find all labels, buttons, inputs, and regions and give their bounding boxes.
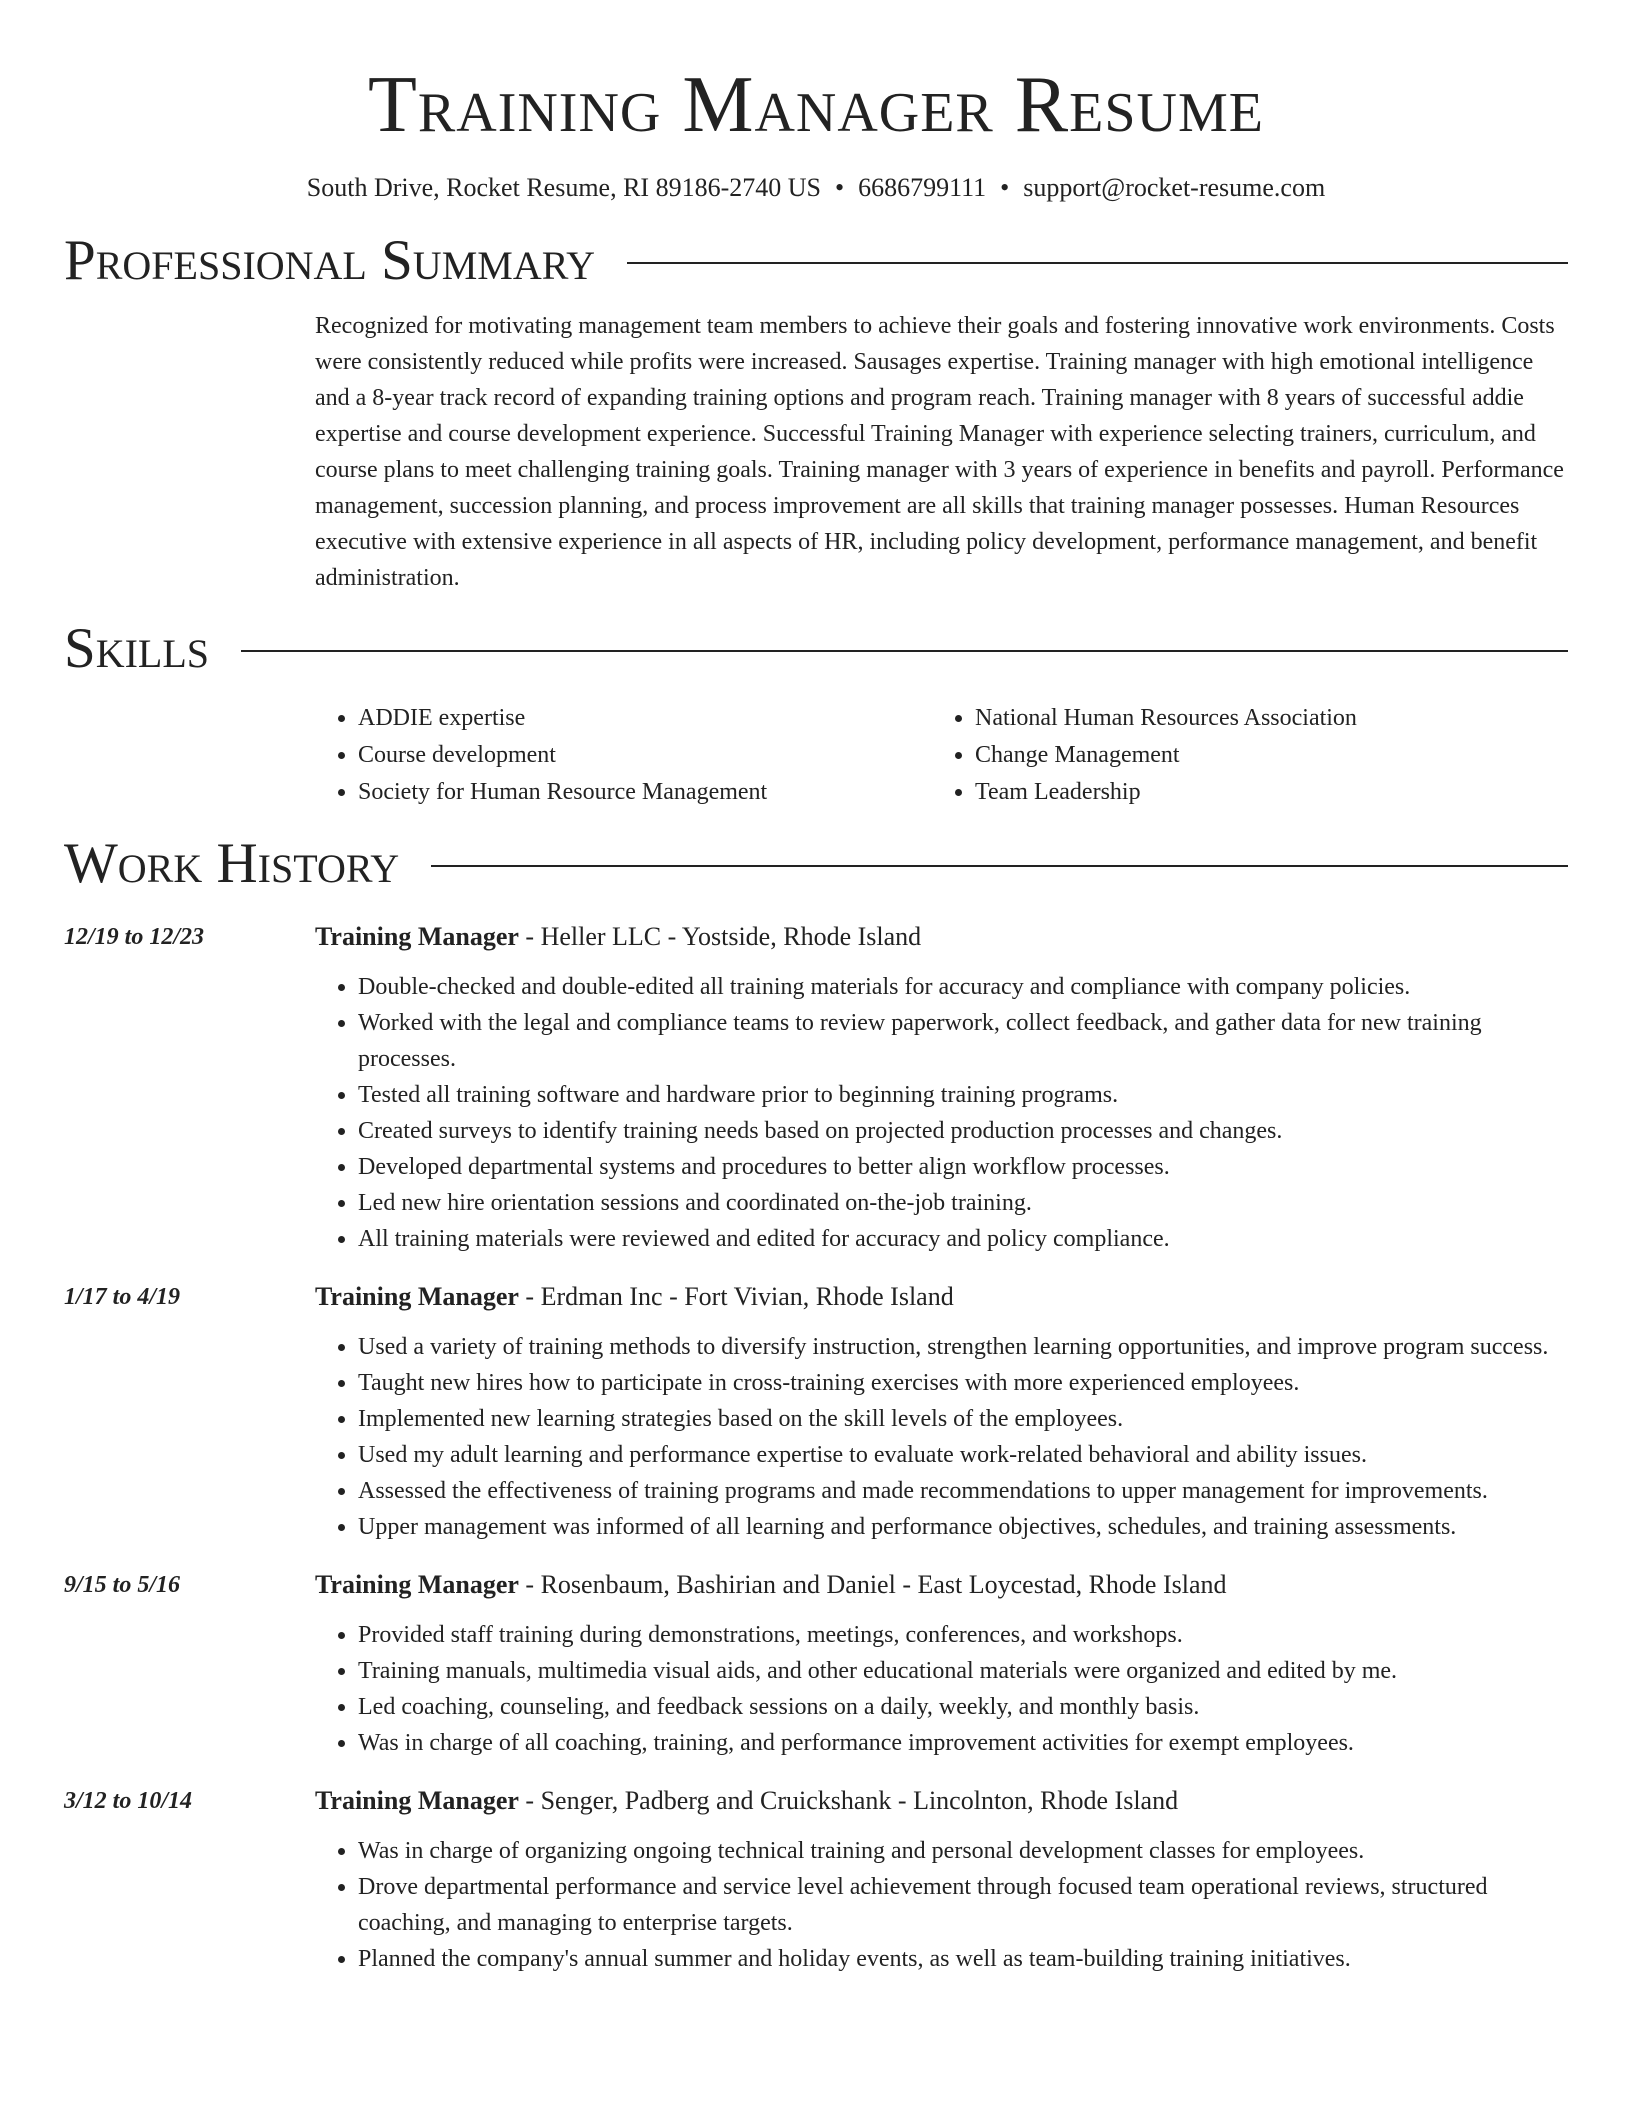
section-divider	[431, 865, 1568, 867]
section-divider	[627, 262, 1568, 264]
job-bullet: • Assessed the effectiveness of training programs and made recommendations to upper management for improvements.	[358, 1473, 1568, 1509]
job-entry	[64, 919, 1568, 1257]
skill-item: • Society for Human Resource Management	[358, 774, 932, 811]
summary-section-header	[64, 228, 1568, 294]
job-dates: 1/17 to 4/19	[64, 1284, 181, 1310]
job-bullet: • Was in charge of all coaching, training, and performance improvement activities for exempt employees.	[358, 1725, 1568, 1761]
job-employer: - Erdman Inc - Fort Vivian, Rhode Island	[518, 1282, 954, 1311]
skills-section-header	[64, 616, 1568, 682]
job-title-line	[315, 1279, 1568, 1315]
skill-item: • Change Management	[975, 737, 1549, 774]
job-bullet: • Double-checked and double-edited all training materials for accuracy and compliance with company policies.	[358, 969, 1568, 1005]
job-bullet: • Planned the company's annual summer and holiday events, as well as team-building training initiatives.	[358, 1941, 1568, 1977]
job-title: Training Manager	[315, 922, 519, 951]
job-bullet: • Was in charge of organizing ongoing technical training and personal development classes for employees.	[358, 1833, 1568, 1869]
work-section-header	[64, 831, 1568, 897]
skill-item: • Course development	[358, 737, 932, 774]
contact-address: South Drive, Rocket Resume, RI 89186-2740 US	[306, 173, 821, 202]
job-bullet: • Drove departmental performance and service level achievement through focused team operational reviews, structured coaching, and managing to enterprise targets.	[358, 1869, 1568, 1941]
contact-separator: •	[1000, 173, 1010, 202]
skill-item: • ADDIE expertise	[358, 700, 932, 737]
job-bullets	[315, 1833, 1568, 1977]
job-bullet: • Used a variety of training methods to diversify instruction, strengthen learning opportunities, and improve program success.	[358, 1329, 1568, 1365]
job-bullet: • Upper management was informed of all learning and performance objectives, schedules, and training assessments.	[358, 1509, 1568, 1545]
job-employer: - Heller LLC - Yostside, Rhode Island	[518, 922, 922, 951]
job-bullets	[315, 1617, 1568, 1761]
skills-list-left	[315, 700, 932, 811]
job-dates: 12/19 to 12/23	[64, 924, 205, 950]
summary-text: Recognized for motivating management team members to achieve their goals and fostering innovative work environments. Costs were consistently reduced while profits were increased. Sausages expertise. Training manager with high emotional intelligence and a 8-year track record of expanding training options and program reach. Training manager with 8 years of successful addie expertise and course development experience. Successful Training Manager with experience selecting trainers, curriculum, and course plans to meet challenging training goals. Training manager with 3 years of experience in benefits and payroll. Performance management, succession planning, and process improvement are all skills that training manager possesses. Human Resources executive with extensive experience in all aspects of HR, including policy development, performance management, and benefit administration.	[315, 313, 1564, 591]
job-body	[315, 919, 1568, 1257]
job-bullet: • Taught new hires how to participate in cross-training exercises with more experienced employees.	[358, 1365, 1568, 1401]
contact-separator: •	[834, 173, 845, 202]
job-bullet: • Training manuals, multimedia visual aids, and other educational materials were organized and edited by me.	[358, 1653, 1568, 1689]
job-entry	[64, 1783, 1568, 1977]
contact-email: support@rocket-resume.com	[1023, 173, 1326, 202]
job-bullet: • Tested all training software and hardware prior to beginning training programs.	[358, 1077, 1568, 1113]
job-bullet: • Created surveys to identify training needs based on projected production processes and changes.	[358, 1113, 1568, 1149]
resume-title: Training Manager Resume	[368, 61, 1264, 149]
job-title-line	[315, 1567, 1568, 1603]
job-bullet: • Used my adult learning and performance expertise to evaluate work-related behavioral and ability issues.	[358, 1437, 1568, 1473]
job-bullet: • All training materials were reviewed and edited for accuracy and policy compliance.	[358, 1221, 1568, 1257]
job-bullet: • Led coaching, counseling, and feedback sessions on a daily, weekly, and monthly basis.	[358, 1689, 1568, 1725]
job-dates: 9/15 to 5/16	[64, 1572, 181, 1598]
skills-list-right	[932, 700, 1549, 811]
skill-item: • Team Leadership	[975, 774, 1549, 811]
job-entry	[64, 1279, 1568, 1545]
job-title-line	[315, 919, 1568, 955]
job-bullet: • Worked with the legal and compliance teams to review paperwork, collect feedback, and gather data for new training processes.	[358, 1005, 1568, 1077]
job-bullet: • Developed departmental systems and procedures to better align workflow processes.	[358, 1149, 1568, 1185]
job-body	[315, 1567, 1568, 1761]
job-title: Training Manager	[315, 1570, 519, 1599]
skills-heading: Skills	[64, 617, 210, 680]
contact-phone: 6686799111	[858, 173, 987, 202]
job-bullet: • Implemented new learning strategies based on the skill levels of the employees.	[358, 1401, 1568, 1437]
job-body	[315, 1279, 1568, 1545]
job-bullets	[315, 1329, 1568, 1545]
resume-page	[64, 0, 1568, 2112]
job-bullets	[315, 969, 1568, 1257]
skill-item: • National Human Resources Association	[975, 700, 1549, 737]
job-dates: 3/12 to 10/14	[64, 1788, 193, 1814]
job-employer: - Rosenbaum, Bashirian and Daniel - East Loycestad, Rhode Island	[518, 1570, 1227, 1599]
job-bullet: • Provided staff training during demonstrations, meetings, conferences, and workshops.	[358, 1617, 1568, 1653]
contact-line	[64, 172, 1568, 204]
summary-heading: Professional Summary	[64, 229, 596, 292]
job-body	[315, 1783, 1568, 1977]
job-title: Training Manager	[315, 1282, 519, 1311]
job-entry	[64, 1567, 1568, 1761]
job-employer: - Senger, Padberg and Cruickshank - Lincolnton, Rhode Island	[518, 1786, 1179, 1815]
skills-grid	[315, 700, 1568, 811]
job-bullet: • Led new hire orientation sessions and coordinated on-the-job training.	[358, 1185, 1568, 1221]
job-title-line	[315, 1783, 1568, 1819]
job-title: Training Manager	[315, 1786, 519, 1815]
work-heading: Work History	[64, 832, 400, 895]
section-divider	[241, 650, 1568, 652]
